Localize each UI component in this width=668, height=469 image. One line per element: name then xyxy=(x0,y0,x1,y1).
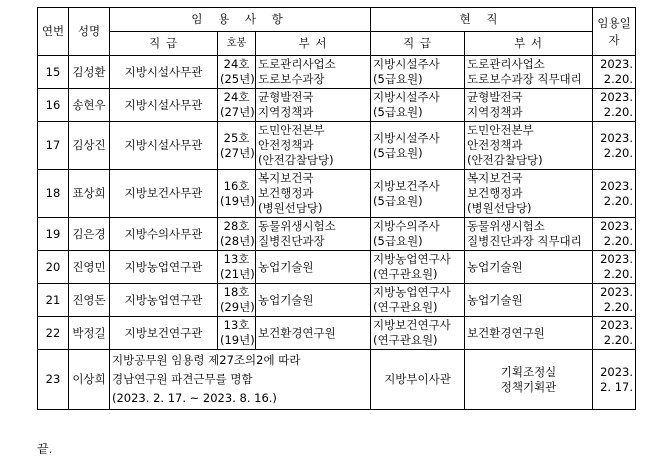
row-cur-rank-line: (5급요원) xyxy=(373,72,423,86)
row-grade-line: 28호 xyxy=(223,219,250,233)
row-cur-dept-line: 보건행정과 xyxy=(467,186,523,200)
row-no: 15 xyxy=(38,56,69,89)
row-grade-line: 16호 xyxy=(223,178,250,193)
row-date-line: 2.20. xyxy=(603,333,634,347)
row-date-line: 2023. xyxy=(600,90,634,104)
row-dept-line: 농업기술원 xyxy=(258,292,314,307)
row-date-line: 2023. xyxy=(600,130,634,145)
row-cur-rank-line: (연구관요원) xyxy=(373,333,438,347)
row-no: 17 xyxy=(38,122,69,170)
row-dept-line: 보건환경연구원 xyxy=(258,325,336,340)
header-dept: 부 서 xyxy=(256,32,371,56)
row-cur-dept xyxy=(465,170,593,218)
row-cur-dept-line: 동물위생시험소 xyxy=(467,219,545,233)
row-note-line: 경남연구원 파견근무를 명함 xyxy=(112,372,253,386)
row-cur-rank-line: (연구관요원) xyxy=(373,300,438,314)
header-cur-dept: 부 서 xyxy=(465,32,593,56)
row-date xyxy=(593,122,636,170)
row-cur-dept-line: 도로관리사업소 xyxy=(467,57,545,71)
row-name: 이상희 xyxy=(69,350,110,410)
row-date-line: 2.20. xyxy=(603,234,634,248)
row-cur-dept-line: 기획조정실 xyxy=(500,364,557,379)
row-dept-line: 균형발전국 xyxy=(258,90,314,104)
row-dept-line: 농업기술원 xyxy=(258,259,314,274)
row-date xyxy=(593,350,636,410)
row-grade xyxy=(218,170,256,218)
row-grade-line: (29년) xyxy=(220,300,255,314)
row-grade-line: (19년) xyxy=(220,333,255,347)
row-cur-rank xyxy=(371,89,465,122)
row-grade-line: 13호 xyxy=(223,252,250,266)
row-grade xyxy=(218,56,256,89)
row-cur-rank-line: 지방시설주사 xyxy=(373,90,440,104)
row-grade-line: (21년) xyxy=(220,267,255,281)
row-dept-line: 질병진단과장 xyxy=(258,234,325,248)
table-row xyxy=(38,56,636,89)
row-grade-line: (19년) xyxy=(220,193,255,208)
row-grade-line: 25호 xyxy=(223,130,250,145)
row-dept-line: (병원선담당) xyxy=(258,201,323,215)
table-row xyxy=(38,284,636,317)
header-no: 연번 xyxy=(38,8,69,56)
row-rank: 지방시설사무관 xyxy=(110,89,218,122)
row-grade xyxy=(218,317,256,350)
row-cur-rank-line: (5급요원) xyxy=(373,105,423,119)
row-dept-line: (안전감찰담당) xyxy=(258,153,334,167)
row-date-line: 2023. xyxy=(600,318,634,332)
appointment-table xyxy=(37,7,636,410)
row-dept xyxy=(256,218,371,251)
row-cur-dept-line: 농업기술원 xyxy=(467,259,523,274)
table-row xyxy=(38,317,636,350)
row-cur-dept xyxy=(465,251,593,284)
row-name: 표상희 xyxy=(69,170,110,218)
row-rank: 지방농업연구관 xyxy=(110,284,218,317)
table-row xyxy=(38,251,636,284)
row-cur-rank xyxy=(371,122,465,170)
row-dept-line: 도로관리사업소 xyxy=(258,57,336,71)
row-no: 19 xyxy=(38,218,69,251)
row-name: 김상진 xyxy=(69,122,110,170)
row-cur-rank: 지방부이사관 xyxy=(371,350,465,410)
row-dept-line: 동물위생시험소 xyxy=(258,219,336,233)
row-cur-dept-line: 농업기술원 xyxy=(467,292,523,307)
row-cur-dept-line: 정책기획관 xyxy=(500,379,557,394)
row-cur-dept-line: 균형발전국 xyxy=(467,90,523,104)
row-date-line: 2.20. xyxy=(603,72,634,86)
row-grade-line: (27년) xyxy=(220,145,255,160)
row-dept-line: 지역정책과 xyxy=(258,105,314,119)
row-grade xyxy=(218,122,256,170)
row-date-line: 2. 17. xyxy=(600,379,634,394)
row-cur-dept-line: 안전정책과 xyxy=(467,138,523,152)
table-row xyxy=(38,170,636,218)
row-grade-line: (25년) xyxy=(220,72,255,86)
table-row xyxy=(38,89,636,122)
row-rank: 지방시설사무관 xyxy=(110,122,218,170)
row-rank: 지방시설사무관 xyxy=(110,56,218,89)
row-date xyxy=(593,89,636,122)
row-cur-dept xyxy=(465,218,593,251)
row-date-line: 2.20. xyxy=(603,193,634,208)
row-cur-dept xyxy=(465,122,593,170)
row-date-line: 2023. xyxy=(600,57,634,71)
row-no: 23 xyxy=(38,350,69,410)
header-date: 임용일자 xyxy=(593,8,636,56)
row-date xyxy=(593,284,636,317)
row-dept xyxy=(256,56,371,89)
row-grade xyxy=(218,284,256,317)
row-grade-line: 18호 xyxy=(223,285,250,299)
row-date-line: 2023. xyxy=(600,219,634,233)
row-date-line: 2.20. xyxy=(603,267,634,281)
row-date-line: 2.20. xyxy=(603,105,634,119)
row-date-line: 2.20. xyxy=(603,300,634,314)
row-no: 20 xyxy=(38,251,69,284)
row-grade-line: 13호 xyxy=(223,318,250,332)
row-cur-rank xyxy=(371,218,465,251)
row-date-line: 2023. xyxy=(600,178,634,193)
header-appointment: 임 용 사 항 xyxy=(110,8,371,32)
row-cur-dept-line: (병원선담당) xyxy=(467,201,532,215)
row-rank: 지방보건연구관 xyxy=(110,317,218,350)
row-cur-dept-line: 복지보건국 xyxy=(467,171,523,185)
row-no: 22 xyxy=(38,317,69,350)
row-date-line: 2.20. xyxy=(603,145,634,160)
row-dept xyxy=(256,89,371,122)
row-grade-line: 24호 xyxy=(223,57,250,71)
header-grade: 호봉 xyxy=(218,32,256,56)
row-cur-rank xyxy=(371,170,465,218)
row-date xyxy=(593,170,636,218)
row-note xyxy=(110,350,371,410)
row-grade-line: (27년) xyxy=(220,105,255,119)
row-dept xyxy=(256,122,371,170)
row-cur-dept xyxy=(465,317,593,350)
end-mark: 끝. xyxy=(37,442,53,456)
row-dept xyxy=(256,284,371,317)
table-row xyxy=(38,350,636,410)
row-date xyxy=(593,317,636,350)
row-rank: 지방농업연구관 xyxy=(110,251,218,284)
row-no: 18 xyxy=(38,170,69,218)
row-cur-rank xyxy=(371,317,465,350)
row-no: 21 xyxy=(38,284,69,317)
row-cur-rank xyxy=(371,284,465,317)
row-date xyxy=(593,218,636,251)
row-name: 김은경 xyxy=(69,218,110,251)
row-grade xyxy=(218,89,256,122)
row-dept-line: 복지보건국 xyxy=(258,171,314,185)
row-name: 송현우 xyxy=(69,89,110,122)
row-name: 김성환 xyxy=(69,56,110,89)
row-cur-rank-line: 지방보건주사 xyxy=(373,178,440,193)
row-cur-dept xyxy=(465,284,593,317)
row-cur-rank-line: 지방농업연구사 xyxy=(373,252,451,266)
row-cur-dept-line: 보건환경연구원 xyxy=(467,325,545,340)
row-cur-dept xyxy=(465,89,593,122)
row-date xyxy=(593,56,636,89)
row-cur-rank-line: 지방시설주사 xyxy=(373,57,440,71)
row-cur-dept-line: (안전감찰담당) xyxy=(467,153,543,167)
row-cur-rank-line: 지방수의주사 xyxy=(373,219,440,233)
row-date xyxy=(593,251,636,284)
row-cur-dept-line: 질병진단과장 직무대리 xyxy=(467,234,582,248)
row-date-line: 2023. xyxy=(600,285,634,299)
row-rank: 지방보건사무관 xyxy=(110,170,218,218)
row-rank: 지방수의사무관 xyxy=(110,218,218,251)
row-cur-rank-line: 지방보건연구사 xyxy=(373,318,451,332)
row-grade xyxy=(218,218,256,251)
row-dept-line: 도민안전본부 xyxy=(258,123,325,137)
row-cur-rank-line: (5급요원) xyxy=(373,234,423,248)
row-cur-rank xyxy=(371,251,465,284)
row-grade-line: 24호 xyxy=(223,90,250,104)
row-cur-rank-line: 지방시설주사 xyxy=(373,130,440,145)
row-note-line: 지방공무원 임용령 제27조의2에 따라 xyxy=(112,353,301,367)
row-name: 진영돈 xyxy=(69,284,110,317)
row-cur-rank xyxy=(371,56,465,89)
row-dept xyxy=(256,251,371,284)
row-grade xyxy=(218,251,256,284)
row-grade-line: (28년) xyxy=(220,234,255,248)
row-dept xyxy=(256,170,371,218)
header-cur-rank: 직 급 xyxy=(371,32,465,56)
header-name: 성명 xyxy=(69,8,110,56)
header-rank: 직 급 xyxy=(110,32,218,56)
row-note-line: (2023. 2. 17. ~ 2023. 8. 16.) xyxy=(112,391,277,405)
row-cur-rank-line: (5급요원) xyxy=(373,145,423,160)
row-cur-rank-line: (5급요원) xyxy=(373,193,423,208)
row-cur-rank-line: 지방농업연구사 xyxy=(373,285,451,299)
row-cur-dept-line: 도민안전본부 xyxy=(467,123,534,137)
row-date-line: 2023. xyxy=(600,364,634,379)
header-current: 현 직 xyxy=(371,8,593,32)
row-dept-line: 안전정책과 xyxy=(258,138,314,152)
row-cur-dept xyxy=(465,56,593,89)
row-no: 16 xyxy=(38,89,69,122)
row-name: 진영민 xyxy=(69,251,110,284)
row-dept-line: 보건행정과 xyxy=(258,186,314,200)
row-cur-dept-line: 지역정책과 xyxy=(467,105,523,119)
row-dept-line: 도로보수과장 xyxy=(258,72,325,86)
row-cur-dept xyxy=(465,350,593,410)
row-date-line: 2023. xyxy=(600,252,634,266)
row-dept xyxy=(256,317,371,350)
row-name: 박정길 xyxy=(69,317,110,350)
row-cur-rank-line: (연구관요원) xyxy=(373,267,438,281)
row-cur-dept-line: 도로보수과장 직무대리 xyxy=(467,72,582,86)
table-row xyxy=(38,218,636,251)
table-row xyxy=(38,122,636,170)
